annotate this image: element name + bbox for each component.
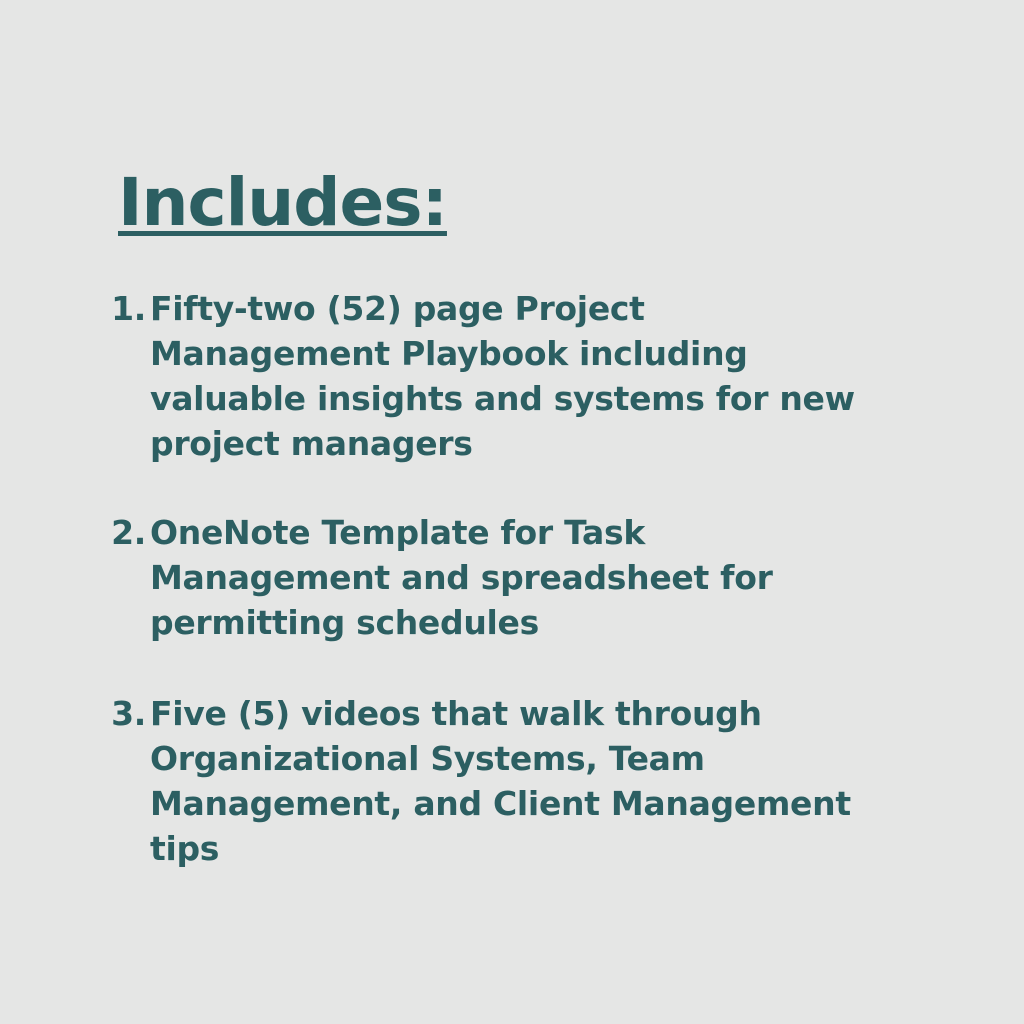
list-item-line: Management, and Client Management xyxy=(150,784,851,823)
list-item-line: tips xyxy=(150,829,220,868)
list-item-line: permitting schedules xyxy=(150,603,539,642)
list-item-line: Fifty-two (52) page Project xyxy=(150,289,645,328)
list-item-text xyxy=(150,510,930,645)
includes-heading: Includes: xyxy=(118,164,447,241)
list-item-text xyxy=(150,286,930,466)
list-item-line: project managers xyxy=(150,424,473,463)
list-item-number: 2. xyxy=(111,513,146,552)
list-item-number: 3. xyxy=(111,694,146,733)
list-item-line: Five (5) videos that walk through xyxy=(150,694,762,733)
list-item-line: valuable insights and systems for new xyxy=(150,379,855,418)
list-item-line: Management and spreadsheet for xyxy=(150,558,773,597)
list-item-line: Management Playbook including xyxy=(150,334,748,373)
list-item-line: OneNote Template for Task xyxy=(150,513,646,552)
list-item-line: Organizational Systems, Team xyxy=(150,739,705,778)
list-item-text xyxy=(150,691,930,871)
list-item-number: 1. xyxy=(111,289,146,328)
